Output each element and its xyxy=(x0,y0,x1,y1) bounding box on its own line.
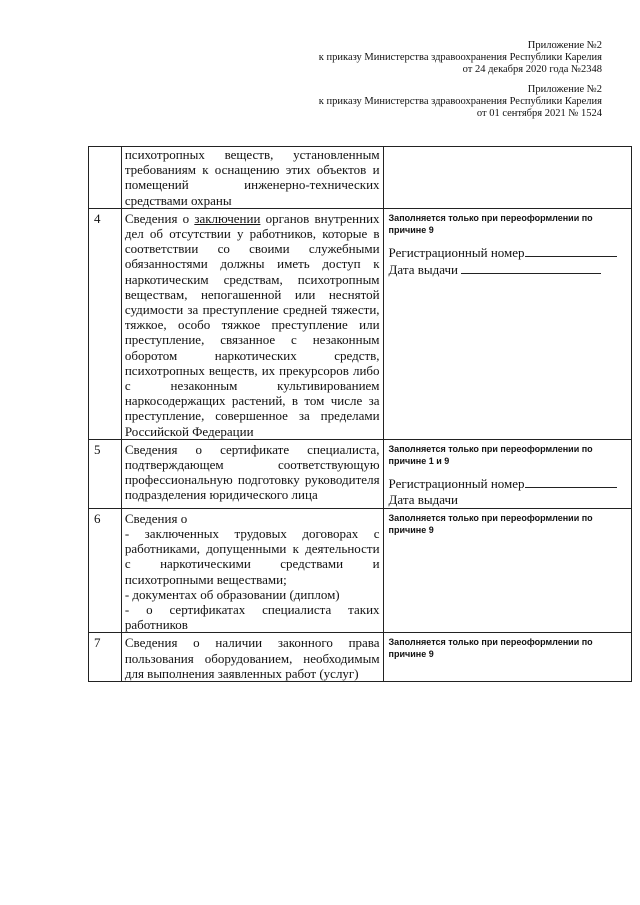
fill-note: Заполняется только при переоформлении по причине 9 xyxy=(388,637,593,660)
table-row xyxy=(89,439,632,508)
row-number: 4 xyxy=(89,208,122,439)
issue-date-field: Дата выдачи xyxy=(388,491,458,507)
appendix-order-ref: к приказу Министерства здравоохранения Республики Карелия xyxy=(318,96,602,107)
appendix-header-1 xyxy=(319,40,602,76)
row-description: Сведения о заключении органов внутренних дел об отсутствии у работников, которые в соответствии со своими служебными обязанностями должны иметь доступ к наркотическим средствам, психотропным веществам, непогашенной или неснятой судимости за преступление средней тяжести, тяжкое, особо тяжкое преступление или преступление, связанное с незаконным оборотом наркотических средств, психотропных веществ, их прекурсоров либо с незаконным культивированием наркосодержащих растений, в том числе за преступление, совершенное за пределами Российской Федерации xyxy=(121,208,383,439)
fill-note: Заполняется только при переоформлении по причине 9 xyxy=(388,212,593,235)
issue-date-field: Дата выдачи xyxy=(389,261,627,278)
fill-note: Заполняется только при переоформлении по причине 9 xyxy=(388,512,593,535)
underlined-word: заключении xyxy=(194,210,261,226)
appendix-title: Приложение №2 xyxy=(527,40,602,51)
table-row xyxy=(89,633,632,682)
table-row xyxy=(89,508,632,633)
row-description: психотропных веществ, установленным требованиям к оснащению этих объектов и помещений инженерно-технических средствами охраны xyxy=(121,147,383,209)
row-fill-cell xyxy=(383,508,631,633)
row-description: Сведения о - заключенных трудовых договорах с работниками, допущенными к деятельности с наркотическими средствами и психотропными веществами; - документах об образовании (диплом) - о сертификатах специалиста таких работников xyxy=(121,508,383,633)
row-fill-cell xyxy=(383,208,631,439)
document-table xyxy=(88,146,632,682)
table-row xyxy=(89,208,632,439)
row-description: Сведения о сертификате специалиста, подтверждающем соответствующую профессиональную подготовку руководителя подразделения юридического лица xyxy=(121,439,383,508)
appendix-order-date: от 24 декабря 2020 года №2348 xyxy=(462,64,602,75)
appendix-title: Приложение №2 xyxy=(527,84,602,95)
row-description: Сведения о наличии законного права пользования оборудованием, необходимым для выполнения заявленных работ (услуг) xyxy=(121,633,383,682)
row-fill-cell xyxy=(383,439,631,508)
row-number xyxy=(89,147,122,209)
registration-number-field: Регистрационный номер xyxy=(389,244,627,261)
row-fill-cell xyxy=(383,147,631,209)
registration-number-field: Регистрационный номер xyxy=(389,475,627,492)
row-number: 7 xyxy=(89,633,122,682)
table-row xyxy=(89,147,632,209)
appendix-order-date: от 01 сентября 2021 № 1524 xyxy=(476,108,602,119)
appendix-header-2 xyxy=(319,84,602,120)
appendix-order-ref: к приказу Министерства здравоохранения Республики Карелия xyxy=(318,52,602,63)
fill-note: Заполняется только при переоформлении по причине 1 и 9 xyxy=(388,443,593,466)
row-fill-cell xyxy=(383,633,631,682)
row-number: 5 xyxy=(89,439,122,508)
row-number: 6 xyxy=(89,508,122,633)
